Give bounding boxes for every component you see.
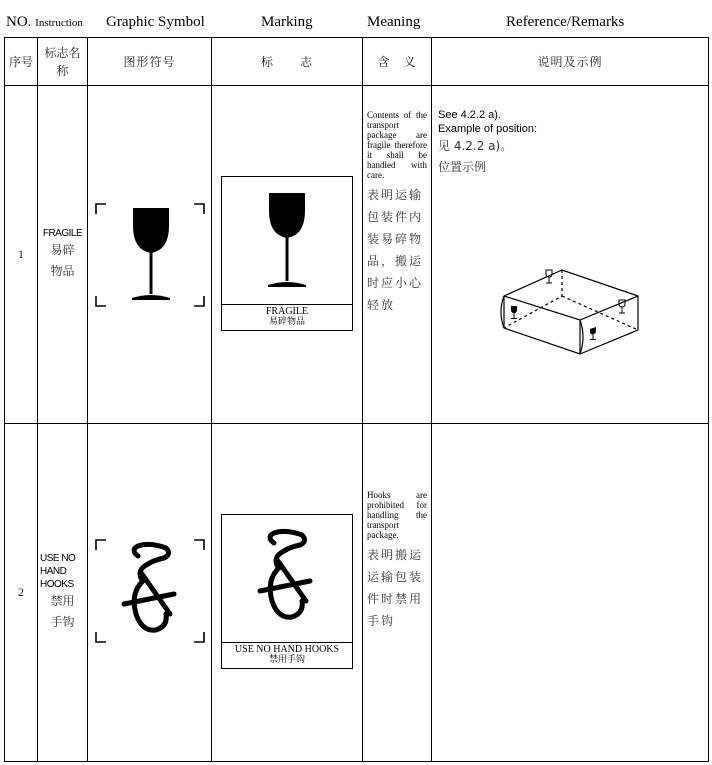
crossed-hook-icon xyxy=(222,515,352,635)
header-instruction: Instruction xyxy=(35,17,83,29)
row-number: 2 xyxy=(5,424,38,762)
remark-example: Example of position: xyxy=(438,123,538,135)
meaning-cn: 表明运输包装件内装易碎物品，搬运时应小心轻放 xyxy=(367,188,424,312)
remark-reference-cn: 见 4.2.2 a)。 xyxy=(438,139,513,153)
symbol-name-en: FRAGILE xyxy=(42,228,83,239)
header-meaning: Meaning xyxy=(367,14,421,30)
wine-glass-icon xyxy=(222,177,352,297)
marking-label-cn: 易碎物品 xyxy=(268,317,305,327)
table-row xyxy=(5,86,709,424)
no-hooks-marking xyxy=(221,514,353,669)
meaning-cell xyxy=(363,424,432,762)
marking-cell xyxy=(212,86,363,424)
marking-label xyxy=(222,304,352,330)
symbol-name xyxy=(38,86,88,424)
meaning-en: Contents of the transport package are fragile therefore it shall be handled with care. xyxy=(367,110,427,180)
symbol-name-en: USE NO HAND HOOKS xyxy=(40,553,76,590)
marking-label-en: FRAGILE xyxy=(265,306,309,317)
meaning-cell xyxy=(363,86,432,424)
symbol-name-cn: 禁用手钩 xyxy=(50,594,75,629)
row-number: 1 xyxy=(5,86,38,424)
marking-label-cn: 禁用手钩 xyxy=(268,655,305,665)
remarks-cell xyxy=(432,424,709,762)
marking-label-en: USE NO HAND HOOKS xyxy=(234,644,340,655)
header-graphic-symbol: Graphic Symbol xyxy=(106,14,205,30)
remark-reference: See 4.2.2 a). xyxy=(438,109,501,121)
header-reference: Reference/Remarks xyxy=(506,14,625,30)
header-no: NO. Instruction xyxy=(6,14,83,30)
col-symbol-header: 图形符号 xyxy=(88,38,212,86)
marking-label xyxy=(222,642,352,668)
meaning-cn: 表明搬运运输包装件时禁用手钩 xyxy=(367,548,424,628)
package-position-diagram xyxy=(498,256,648,356)
meaning-en: Hooks are prohibited for handling the transport package. xyxy=(367,490,427,540)
graphic-symbol-cell xyxy=(88,424,212,762)
table-row xyxy=(5,424,709,762)
crossed-hook-icon xyxy=(88,424,212,761)
col-name-header: 标志名称 xyxy=(38,38,88,86)
header-marking: Marking xyxy=(261,14,313,30)
table-header-row xyxy=(5,38,709,86)
symbol-name-cn: 易碎物品 xyxy=(50,243,75,278)
symbol-name xyxy=(38,424,88,762)
symbol-table xyxy=(4,37,709,762)
marking-cell xyxy=(212,424,363,762)
col-marking-header: 标 志 xyxy=(212,38,363,86)
wine-glass-icon xyxy=(88,86,212,423)
remark-example-cn: 位置示例 xyxy=(438,160,487,174)
graphic-symbol-cell xyxy=(88,86,212,424)
col-no-header: 序号 xyxy=(5,38,38,86)
col-remarks-header: 说明及示例 xyxy=(432,38,709,86)
remarks-cell xyxy=(432,86,709,424)
fragile-marking xyxy=(221,176,353,331)
col-meaning-header: 含 义 xyxy=(363,38,432,86)
